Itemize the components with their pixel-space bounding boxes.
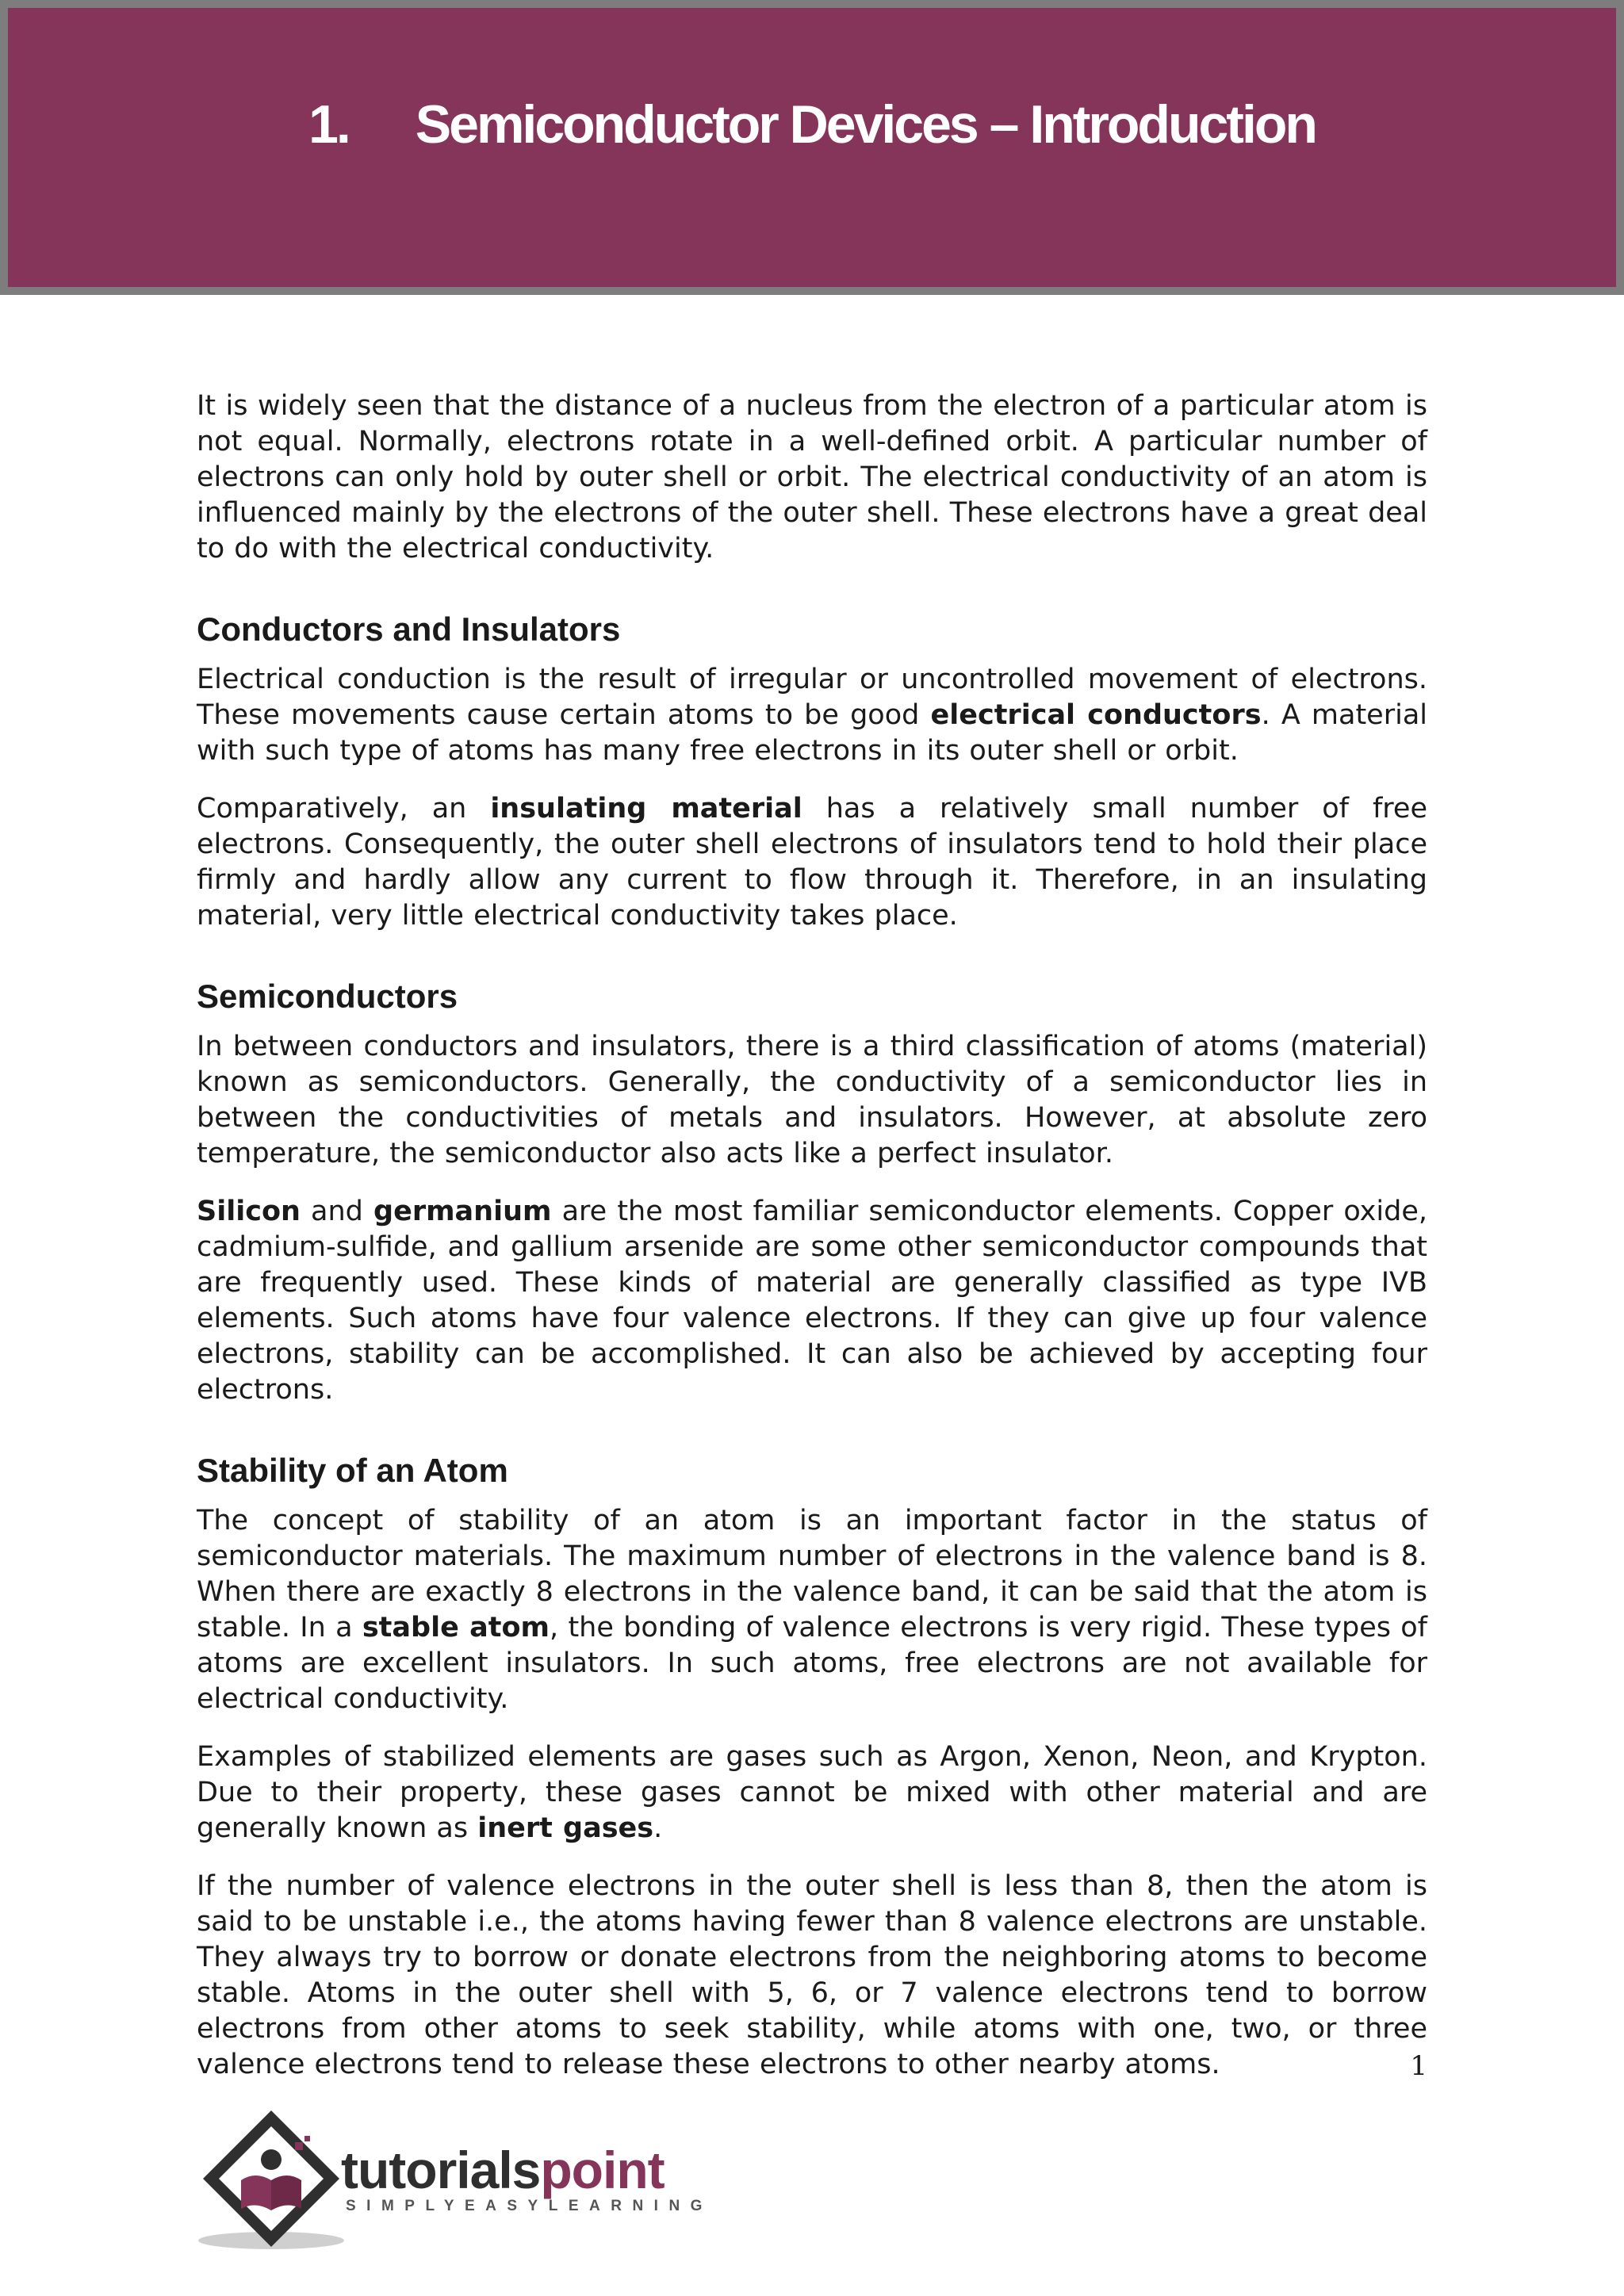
bold-term: electrical conductors [930,699,1262,731]
paragraph: Examples of stabilized elements are gases such as Argon, Xenon, Neon, and Krypton. Due to their property, these gases cannot be mixed with other material and are generally known as inert gases. [197,1741,1427,1844]
title-banner [0,0,1624,295]
page-title [8,94,1616,155]
paragraph: Silicon and germanium are the most familiar semiconductor elements. Copper oxide, cadmium-sulfide, and gallium arsenide are some other semiconductor compounds that are frequently used. These kinds of material are generally classified as type IVB elements. Such atoms have four valence electrons. If they can give up four valence electrons, stability can be accomplished. It can also be achieved by accepting four electrons. [197,1196,1427,1406]
chapter-title: Semiconductor Devices – Introduction [415,94,1316,155]
paragraph: If the number of valence electrons in the outer shell is less than 8, then the atom is said to be unstable i.e., the atoms having fewer than 8 valence electrons are unstable. They always try to borrow or donate electrons from the neighboring atoms to become stable. Atoms in the outer shell with 5, 6, or 7 valence electrons tend to borrow electrons from other atoms to seek stability, while atoms with one, two, or three valence electrons tend to release these electrons to other nearby atoms. [197,1870,1427,2080]
logo-wordmark: tutorialspoint [341,2141,665,2199]
intro-paragraph: It is widely seen that the distance of a nucleus from the electron of a particular atom is not equal. Normally, electrons rotate in a well-defined orbit. A particular number of electrons can only hold by outer shell or orbit. The electrical conductivity of an atom is influenced mainly by the electrons of the outer shell. These electrons have a great deal to do with the electrical conductivity. [197,390,1427,564]
document-body [197,388,1427,2105]
bold-term: Silicon [197,1196,301,1227]
paragraph: Comparatively, an insulating material has a relatively small number of free electrons. Consequently, the outer shell electrons of insulators tend to hold their place firmly and hardly allow any current to flow through it. Therefore, in an insulating material, very little electrical conductivity takes place. [197,793,1427,932]
bold-term: insulating material [490,793,802,825]
paragraph: The concept of stability of an atom is an important factor in the status of semiconductor materials. The maximum number of electrons in the valence band is 8. When there are exactly 8 electrons in the valence band, it can be said that the atom is stable. In a stable atom, the bonding of valence electrons is very rigid. These types of atoms are excellent insulators. In such atoms, free electrons are not available for electrical conductivity. [197,1505,1427,1715]
heading-conductors-insulators: Conductors and Insulators [197,610,621,648]
logo-tagline: SIMPLYEASYLEARNING [346,2198,713,2214]
paragraph: Electrical conduction is the result of irregular or uncontrolled movement of electrons. These movements cause certain atoms to be good electrical conductors. A material with such type of atoms has many free electrons in its outer shell or orbit. [197,664,1427,767]
bold-term: stable atom [362,1612,550,1644]
paragraph: In between conductors and insulators, there is a third classification of atoms (material) known as semiconductors. Generally, the conductivity of a semiconductor lies in between the conductivities of metals and insulators. However, at absolute zero temperature, the semiconductor also acts like a perfect insulator. [197,1031,1427,1169]
logo-emblem-icon [195,2107,346,2250]
heading-stability-of-atom: Stability of an Atom [197,1452,508,1489]
tutorialspoint-logo [195,2107,713,2250]
heading-semiconductors: Semiconductors [197,978,458,1015]
bold-term: germanium [373,1196,552,1227]
page-number: 1 [1410,2050,1427,2082]
chapter-number: 1. [308,94,349,155]
bold-term: inert gases [477,1812,654,1844]
